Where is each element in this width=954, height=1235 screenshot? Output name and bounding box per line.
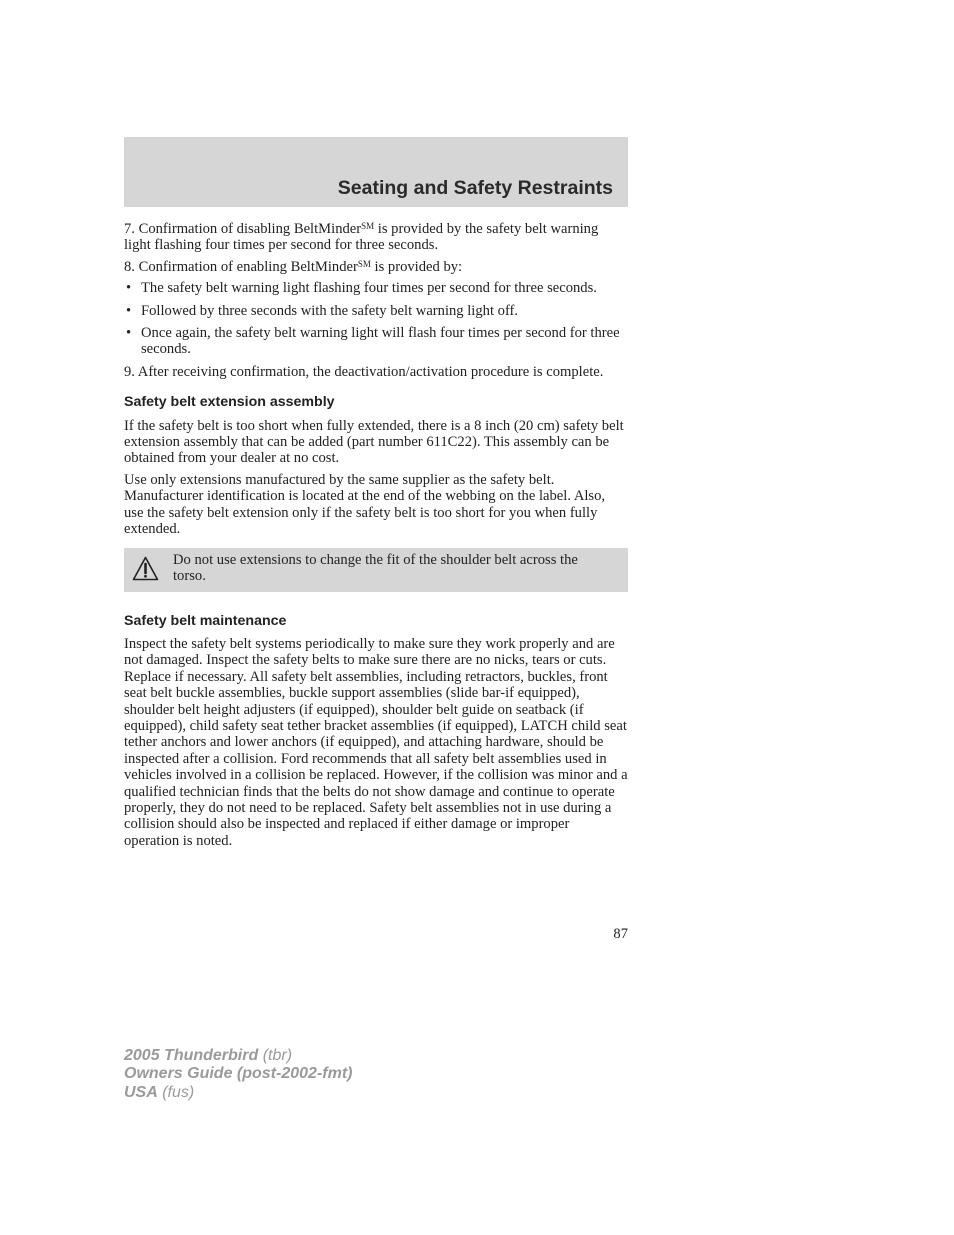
maintenance-paragraph: Inspect the safety belt systems periodically to make sure they work properly and are not damaged. Inspect the safety belts to make sure there are no nicks, tears or cuts. Replace if necessary. All safety belt assemblies, including retractors, buckles, front seat belt buckle assemblies, buckle support assemblies (slide bar-if equipped), shoulder belt height adjusters (if equipped), shoulder belt guide on seatback (if equipped), child safety seat tether bracket assemblies (if equipped), LATCH child seat tether anchors and lower anchors (if equipped), and attaching hardware, should be inspected after a collision. Ford recommends that all safety belt assemblies used in vehicles involved in a collision be replaced. However, if the collision was minor and a qualified technician finds that the belts do not show damage and continue to operate properly, they do not need to be replaced. Safety belt assemblies not in use during a collision should also be inspected and replaced if either damage or improper operation is noted. (124, 635, 628, 849)
footer-line-guide: Owners Guide (post-2002-fmt) (124, 1065, 353, 1083)
confirmation-bullet-list (124, 280, 628, 358)
extension-paragraph-2: Use only extensions manufactured by the same supplier as the safety belt. Manufacturer identification is located at the end of the webbing on the label. Also, use the safety belt extension only if the safety belt is too short for you when fully extended. (124, 471, 606, 538)
page-content (124, 221, 628, 854)
warning-box (124, 548, 628, 592)
footer-line-model: 2005 Thunderbird (tbr) (124, 1047, 293, 1064)
bullet-icon: • (126, 280, 132, 297)
warning-text: Do not use extensions to change the fit of the shoulder belt across the torso. (173, 551, 578, 584)
step-7: 7. Confirmation of disabling BeltMinder℠ is provided by the safety belt warning light flashing four times per second for three seconds. (124, 221, 599, 254)
bullet-icon: • (126, 302, 132, 319)
footer-line-market: USA (fus) (124, 1083, 195, 1101)
document-footer (124, 1047, 352, 1102)
list-item: • Followed by three seconds with the safety belt warning light off. (126, 302, 519, 319)
step-9: 9. After receiving confirmation, the deactivation/activation procedure is complete. (124, 363, 604, 380)
heading-maintenance: Safety belt maintenance (124, 612, 287, 629)
service-mark: SM (361, 221, 375, 231)
step-8: 8. Confirmation of enabling BeltMinder℠ is provided by: (124, 258, 463, 275)
service-mark: SM (357, 258, 371, 269)
section-header-band (124, 137, 628, 207)
warning-triangle-icon (132, 556, 159, 581)
list-item: • The safety belt warning light flashing four times per second for three seconds. (126, 280, 597, 297)
section-title: Seating and Safety Restraints (337, 177, 613, 199)
extension-paragraph-1: If the safety belt is too short when fully extended, there is a 8 inch (20 cm) safety belt extension assembly that can be added (part number 611C22). This assembly can be obtained from your dealer at no cost. (124, 417, 624, 467)
bullet-icon: • (126, 325, 132, 342)
page-number: 87 (613, 926, 628, 942)
list-item: • Once again, the safety belt warning light will flash four times per second for three seconds. (126, 325, 620, 358)
heading-extension-assembly: Safety belt extension assembly (124, 394, 335, 411)
